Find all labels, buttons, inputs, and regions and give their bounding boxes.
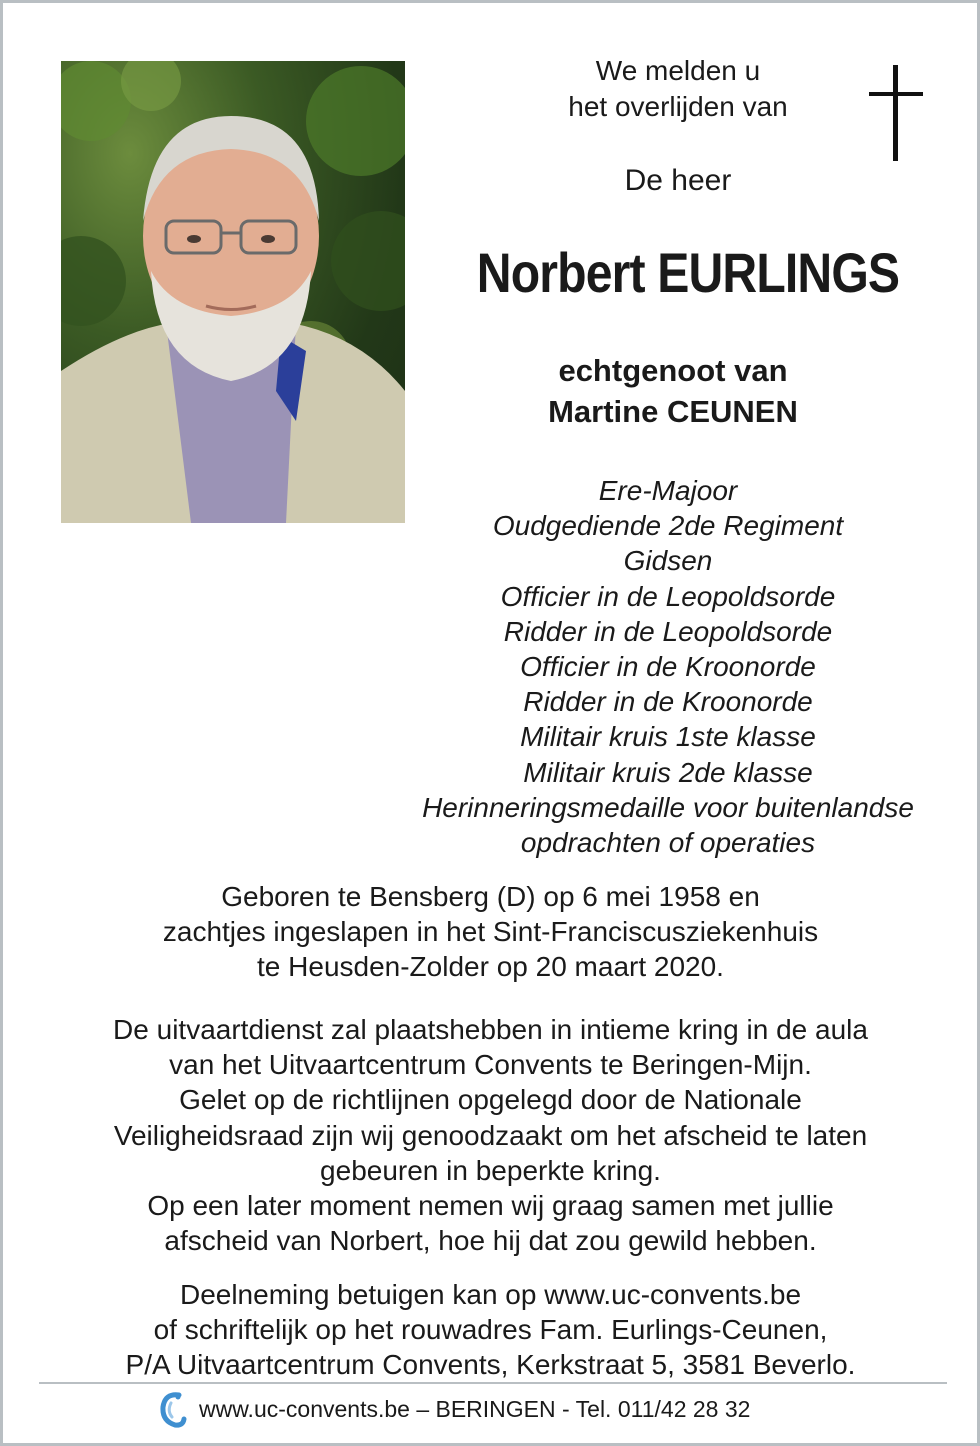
condolence-paragraph [23,1277,958,1383]
announcement-line-2: het overlijden van [568,91,788,122]
paragraph-line: afscheid van Norbert, hoe hij dat zou gewild hebben. [164,1225,817,1257]
portrait-photo [61,61,405,523]
uc-convents-logo-icon [157,1389,187,1429]
title-item: Ridder in de Kroonorde [523,686,813,718]
title-item: Herinneringsmedaille voor buitenlandse [422,791,914,823]
footer-divider [39,1382,947,1384]
paragraph-line: te Heusden-Zolder op 20 maart 2020. [257,951,724,983]
footer [157,1387,750,1431]
funeral-paragraph [23,1012,958,1258]
title-item: Ridder in de Leopoldsorde [503,615,833,647]
title-item: Ere-Majoor [598,475,738,506]
paragraph-line: zachtjes ingeslapen in het Sint-Franciscusziekenhuis [162,916,819,948]
spouse-name: Martine CEUNEN [548,394,798,429]
title-item: Oudgediende 2de Regiment [492,510,844,542]
title-item: Officier in de Kroonorde [520,650,816,682]
paragraph-line: P/A Uitvaartcentrum Convents, Kerkstraat 5, 3581 Beverlo. [125,1349,856,1381]
paragraph-line: De uitvaartdienst zal plaatshebben in intieme kring in de aula [113,1014,868,1045]
title-item: Militair kruis 2de klasse [523,756,813,788]
spouse-intro: echtgenoot van [558,353,788,388]
announcement-block [443,53,913,125]
paragraph-line: Gelet op de richtlijnen opgelegd door de Nationale [179,1084,802,1116]
paragraph-line: Deelneming betuigen kan op www.uc-convents.be [179,1279,802,1310]
title-item: Gidsen [623,545,713,577]
paragraph-line: gebeuren in beperkte kring. [320,1154,661,1186]
salutation: De heer [624,164,732,197]
deceased-name: Norbert EURLINGS [476,241,900,304]
cross-icon [867,65,925,163]
title-item: opdrachten of operaties [520,826,816,858]
footer-contact: www.uc-convents.be – BERINGEN - Tel. 011/42 28 32 [199,1395,751,1422]
announcement-line-1: We melden u [595,55,761,86]
paragraph-line: Veiligheidsraad zijn wij genoodzaakt om het afscheid te laten [113,1119,868,1151]
paragraph-line: van het Uitvaartcentrum Convents te Beringen-Mijn. [169,1049,812,1081]
title-item: Militair kruis 1ste klasse [520,721,816,753]
paragraph-line: Op een later moment nemen wij graag samen met jullie [147,1189,834,1221]
title-item: Officier in de Leopoldsorde [500,580,836,612]
portrait-illustration [61,61,405,523]
birth-death-paragraph [23,879,958,985]
paragraph-line: of schriftelijk op het rouwadres Fam. Eurlings-Ceunen, [153,1314,828,1346]
titles-list [343,473,980,860]
paragraph-line: Geboren te Bensberg (D) op 6 mei 1958 en [221,881,760,912]
